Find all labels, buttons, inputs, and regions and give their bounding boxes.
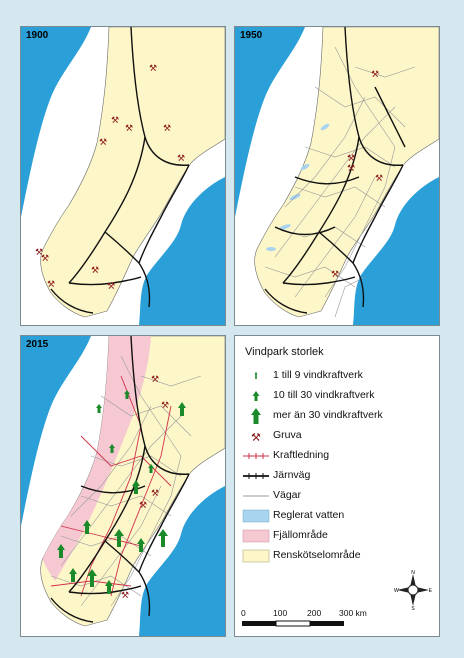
regulated-water-icon (241, 508, 271, 524)
legend-item (241, 448, 436, 464)
mine-icon: ⚒ (47, 280, 56, 290)
map-2015-canvas (21, 336, 225, 636)
map-panel-1950 (234, 26, 440, 326)
mine-icon: ⚒ (107, 282, 116, 292)
mine-icon: ⚒ (161, 401, 170, 411)
scale-tick-label: 300 km (339, 608, 367, 618)
mine-icon: ⚒ (331, 270, 340, 280)
legend-item (241, 408, 436, 424)
legend-item (241, 488, 436, 504)
legend-item (241, 528, 436, 544)
mine-icon: ⚒ (375, 174, 384, 184)
compass-west-label: W (394, 588, 399, 594)
mine-icon: ⚒ (149, 64, 158, 74)
map-year-label: 1950 (240, 30, 263, 41)
mine-icon: ⚒ (177, 154, 186, 164)
railway-icon (241, 468, 271, 484)
legend-item-label: Reglerat vatten (273, 509, 345, 521)
legend-item-label: Gruva (273, 429, 302, 441)
svg-text:⚒: ⚒ (251, 431, 261, 444)
medium-wind-park-icon (241, 388, 271, 404)
large-wind-park-icon (241, 408, 271, 424)
mine-icon: ⚒ (347, 164, 356, 174)
mine-icon: ⚒ (125, 124, 134, 134)
legend-item (241, 468, 436, 484)
legend-item-label: Järnväg (273, 469, 311, 481)
legend-item-label: Vägar (273, 489, 302, 501)
mine-icon: ⚒ (151, 489, 160, 499)
mine-icon: ⚒ (121, 591, 130, 601)
map-year-label: 2015 (26, 339, 49, 350)
mine-icon: ⚒ (99, 138, 108, 148)
mine-icon: ⚒ (91, 266, 100, 276)
scale-bar-graphic (241, 620, 361, 628)
legend-item (241, 508, 436, 524)
compass-rose-icon (393, 570, 433, 610)
legend-item-label: 10 till 30 vindkraftverk (273, 389, 375, 401)
map-year-label: 1900 (26, 30, 49, 41)
mine-icon: ⚒ (139, 501, 148, 511)
legend-title: Vindpark storlek (245, 346, 324, 358)
power-line-icon (241, 448, 271, 464)
legend-item-label: Fjällområde (273, 529, 328, 541)
scale-tick-label: 200 (307, 608, 322, 618)
mine-icon: ⚒ (41, 254, 50, 264)
road-icon (241, 488, 271, 504)
map-panel-1900 (20, 26, 226, 326)
compass-north-label: N (411, 570, 415, 576)
legend-item (241, 548, 436, 564)
map-1900-canvas (21, 27, 225, 325)
compass-south-label: S (411, 606, 415, 610)
legend-item (241, 368, 436, 384)
legend-item-label: Renskötselområde (273, 549, 361, 561)
legend-item-label: mer än 30 vindkraftverk (273, 409, 383, 421)
mine-icon: ⚒ (347, 154, 356, 164)
map-legend (234, 335, 440, 637)
scale-tick-label: 0 (241, 608, 246, 618)
mountain-area-icon (241, 528, 271, 544)
mine-icon (241, 428, 271, 444)
mine-icon: ⚒ (111, 116, 120, 126)
reindeer-area-icon (241, 548, 271, 564)
mine-icon: ⚒ (371, 70, 380, 80)
scale-tick-label: 100 (273, 608, 288, 618)
legend-item (241, 428, 436, 444)
regulated-water-body (266, 247, 276, 251)
map-1950-canvas (235, 27, 439, 325)
mine-icon: ⚒ (35, 248, 44, 258)
legend-item-label: 1 till 9 vindkraftverk (273, 369, 363, 381)
small-wind-park-icon (241, 368, 271, 384)
legend-item-label: Kraftledning (273, 449, 330, 461)
mine-icon: ⚒ (163, 124, 172, 134)
compass-east-label: E (428, 588, 432, 594)
map-panel-2015 (20, 335, 226, 637)
mine-icon: ⚒ (151, 375, 160, 385)
legend-item (241, 388, 436, 404)
